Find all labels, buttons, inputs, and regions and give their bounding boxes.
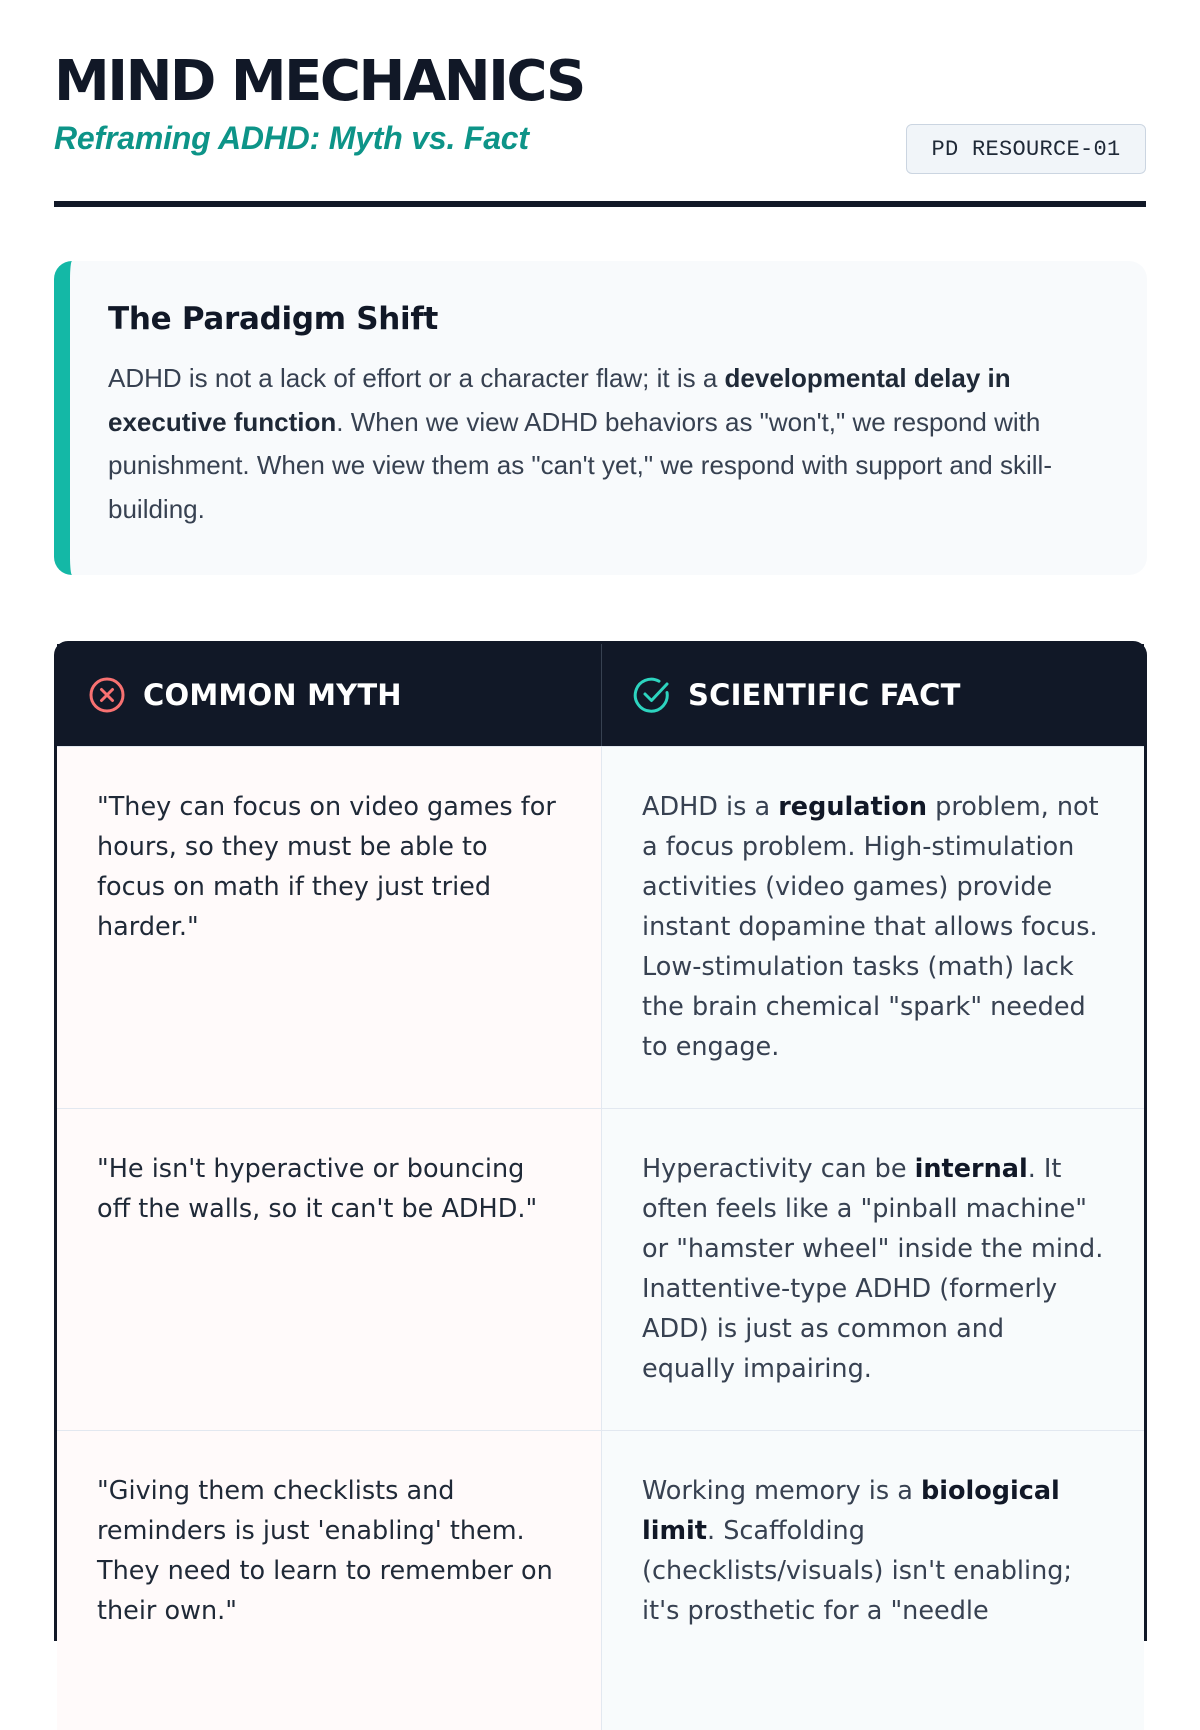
- fact-text: . Scaffolding (checklists/visuals) isn't enabling; it's prosthetic for a "needle: [642, 1516, 1073, 1626]
- myth-cell: "He isn't hyperactive or bouncing off the walls, so it can't be ADHD.": [57, 1109, 602, 1430]
- callout-title: The Paradigm Shift: [108, 301, 439, 337]
- fact-emphasis: biological limit: [642, 1476, 1060, 1546]
- paradigm-callout: [54, 261, 1147, 575]
- brand-title: MIND MECHANICS: [54, 49, 584, 114]
- check-circle-icon: [632, 675, 672, 715]
- fact-text: Working memory is a: [642, 1476, 921, 1506]
- callout-text: . When we view ADHD behaviors as "won't," we respond with punishment. When we view them as "can't yet," we respond with support and skill-building.: [108, 406, 1052, 524]
- table-row: [57, 1108, 1144, 1430]
- callout-text: ADHD is not a lack of effort or a character flaw; it is a: [108, 363, 725, 393]
- fact-text: ADHD is a: [642, 792, 779, 822]
- myth-column-header: [57, 644, 602, 746]
- table-row: [57, 746, 1144, 1108]
- table-header: [57, 644, 1144, 746]
- myth-cell: "Giving them checklists and reminders is just 'enabling' them. They need to learn to remember on their own.": [57, 1431, 602, 1730]
- page-subtitle: Reframing ADHD: Myth vs. Fact: [54, 120, 529, 157]
- fact-text: . It often feels like a "pinball machine" or "hamster wheel" inside the mind. Inattentive-type ADHD (formerly ADD) is just as common and equally impairing.: [642, 1154, 1104, 1384]
- table-row: [57, 1430, 1144, 1730]
- callout-body: [108, 357, 1099, 531]
- myth-header-label: COMMON MYTH: [143, 678, 402, 712]
- fact-emphasis: internal: [914, 1154, 1028, 1184]
- fact-header-label: SCIENTIFIC FACT: [688, 678, 961, 712]
- fact-column-header: [602, 644, 1144, 746]
- myth-fact-table: [54, 641, 1147, 1641]
- fact-cell: [602, 747, 1144, 1108]
- fact-text: problem, not a focus problem. High-stimulation activities (video games) provide instant dopamine that allows focus. Low-stimulation tasks (math) lack the brain chemical "spark" needed to engage.: [642, 792, 1099, 1062]
- callout-emphasis: developmental delay in executive function: [108, 363, 1011, 437]
- fact-cell: [602, 1109, 1144, 1430]
- myth-cell: "They can focus on video games for hours, so they must be able to focus on math if they just tried harder.": [57, 747, 602, 1108]
- x-circle-icon: [87, 675, 127, 715]
- fact-text: Hyperactivity can be: [642, 1154, 915, 1184]
- header: [54, 0, 1146, 207]
- resource-badge: PD RESOURCE-01: [906, 124, 1146, 174]
- fact-cell: [602, 1431, 1144, 1730]
- fact-emphasis: regulation: [778, 792, 928, 822]
